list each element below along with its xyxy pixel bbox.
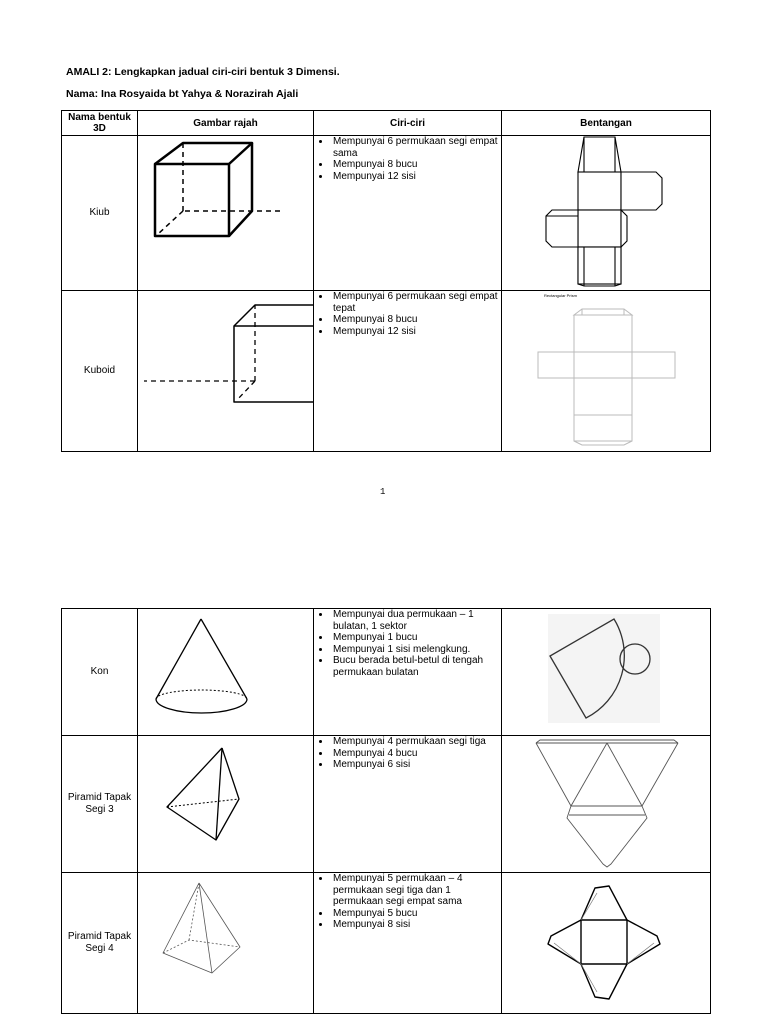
cone-diagram [138, 609, 313, 735]
table-row-kiub [62, 136, 711, 291]
features-cell-kuboid [314, 291, 502, 452]
feature-item: • Mempunyai 6 permukaan segi empat sama [331, 136, 501, 159]
page-number: 1 [380, 487, 386, 497]
features-list-kuboid [314, 291, 501, 337]
feature-item: • Mempunyai 6 permukaan segi empat tepat [331, 291, 501, 314]
feature-item: • Mempunyai dua permukaan – 1 bulatan, 1 sektor [331, 609, 501, 632]
triangular-pyramid-diagram [138, 736, 313, 872]
shape-name-kuboid [62, 291, 138, 452]
shapes-table-page2 [61, 608, 711, 1014]
triangular-pyramid-net [502, 736, 710, 872]
features-list-piramid-segi4 [314, 873, 501, 931]
feature-item: • Mempunyai 6 sisi [331, 759, 501, 771]
net-cell-piramid-segi3 [502, 736, 711, 873]
shape-name-kuboid-label: Kuboid [83, 365, 116, 376]
net-caption-kuboid: Rectangular Prism [544, 293, 577, 298]
feature-item: • Mempunyai 1 bucu [331, 632, 501, 644]
square-pyramid-net [502, 873, 710, 1013]
shape-name-kon [62, 609, 138, 736]
features-list-piramid-segi3 [314, 736, 501, 771]
cuboid-diagram [138, 291, 313, 451]
feature-item: • Mempunyai 8 sisi [331, 919, 501, 931]
cube-diagram [138, 136, 313, 290]
shape-name-piramid-segi3-line2: Segi 3 [85, 804, 114, 815]
net-cell-kiub [502, 136, 711, 291]
header-shape-name-line2: 3D [93, 123, 106, 134]
cuboid-net [502, 291, 710, 451]
feature-item: • Mempunyai 4 bucu [331, 748, 501, 760]
shape-name-piramid-segi3-line1: Piramid Tapak [67, 792, 132, 803]
header-shape-name-line1: Nama bentuk [68, 112, 131, 123]
diagram-cell-kiub [138, 136, 314, 291]
net-cell-kon [502, 609, 711, 736]
net-cell-kuboid [502, 291, 711, 452]
shape-name-piramid-segi3 [62, 736, 138, 873]
diagram-cell-piramid-segi4 [138, 873, 314, 1014]
shape-name-kiub-label: Kiub [89, 207, 110, 218]
shapes-table-page1 [61, 110, 711, 452]
shape-name-piramid-segi4 [62, 873, 138, 1014]
shape-name-kiub [62, 136, 138, 291]
diagram-cell-kon [138, 609, 314, 736]
diagram-cell-kuboid [138, 291, 314, 452]
feature-item: • Mempunyai 8 bucu [331, 314, 501, 326]
student-names: Nama: Ina Rosyaida bt Yahya & Norazirah Ajali [66, 88, 299, 100]
feature-item: • Mempunyai 5 permukaan – 4 permukaan segi tiga dan 1 permukaan segi empat sama [331, 873, 501, 908]
cube-net [502, 136, 710, 290]
features-cell-piramid-segi3 [314, 736, 502, 873]
feature-item: • Mempunyai 8 bucu [331, 159, 501, 171]
header-net: Bentangan [502, 111, 711, 136]
header-diagram: Gambar rajah [138, 111, 314, 136]
features-cell-kiub [314, 136, 502, 291]
feature-item: • Mempunyai 5 bucu [331, 908, 501, 920]
table-row-piramid-segi3 [62, 736, 711, 873]
table-row-kuboid [62, 291, 711, 452]
shape-name-piramid-segi4-line2: Segi 4 [85, 943, 114, 954]
square-pyramid-diagram [138, 873, 313, 1013]
feature-item: • Mempunyai 4 permukaan segi tiga [331, 736, 501, 748]
header-shape-name [62, 111, 138, 136]
table-row-piramid-segi4 [62, 873, 711, 1014]
features-cell-piramid-segi4 [314, 873, 502, 1014]
feature-item: • Mempunyai 1 sisi melengkung. [331, 644, 501, 656]
features-list-kiub [314, 136, 501, 182]
worksheet-title: AMALI 2: Lengkapkan jadual ciri-ciri bentuk 3 Dimensi. [66, 66, 340, 78]
table-header-row [62, 111, 711, 136]
features-list-kon [314, 609, 501, 678]
diagram-cell-piramid-segi3 [138, 736, 314, 873]
feature-item: • Mempunyai 12 sisi [331, 326, 501, 338]
feature-item: • Mempunyai 12 sisi [331, 171, 501, 183]
features-cell-kon [314, 609, 502, 736]
cone-net [502, 609, 710, 735]
table-row-kon [62, 609, 711, 736]
shape-name-kon-label: Kon [90, 666, 109, 677]
header-features: Ciri-ciri [314, 111, 502, 136]
net-cell-piramid-segi4 [502, 873, 711, 1014]
shape-name-piramid-segi4-line1: Piramid Tapak [67, 931, 132, 942]
feature-item: • Bucu berada betul-betul di tengah permukaan bulatan [331, 655, 501, 678]
